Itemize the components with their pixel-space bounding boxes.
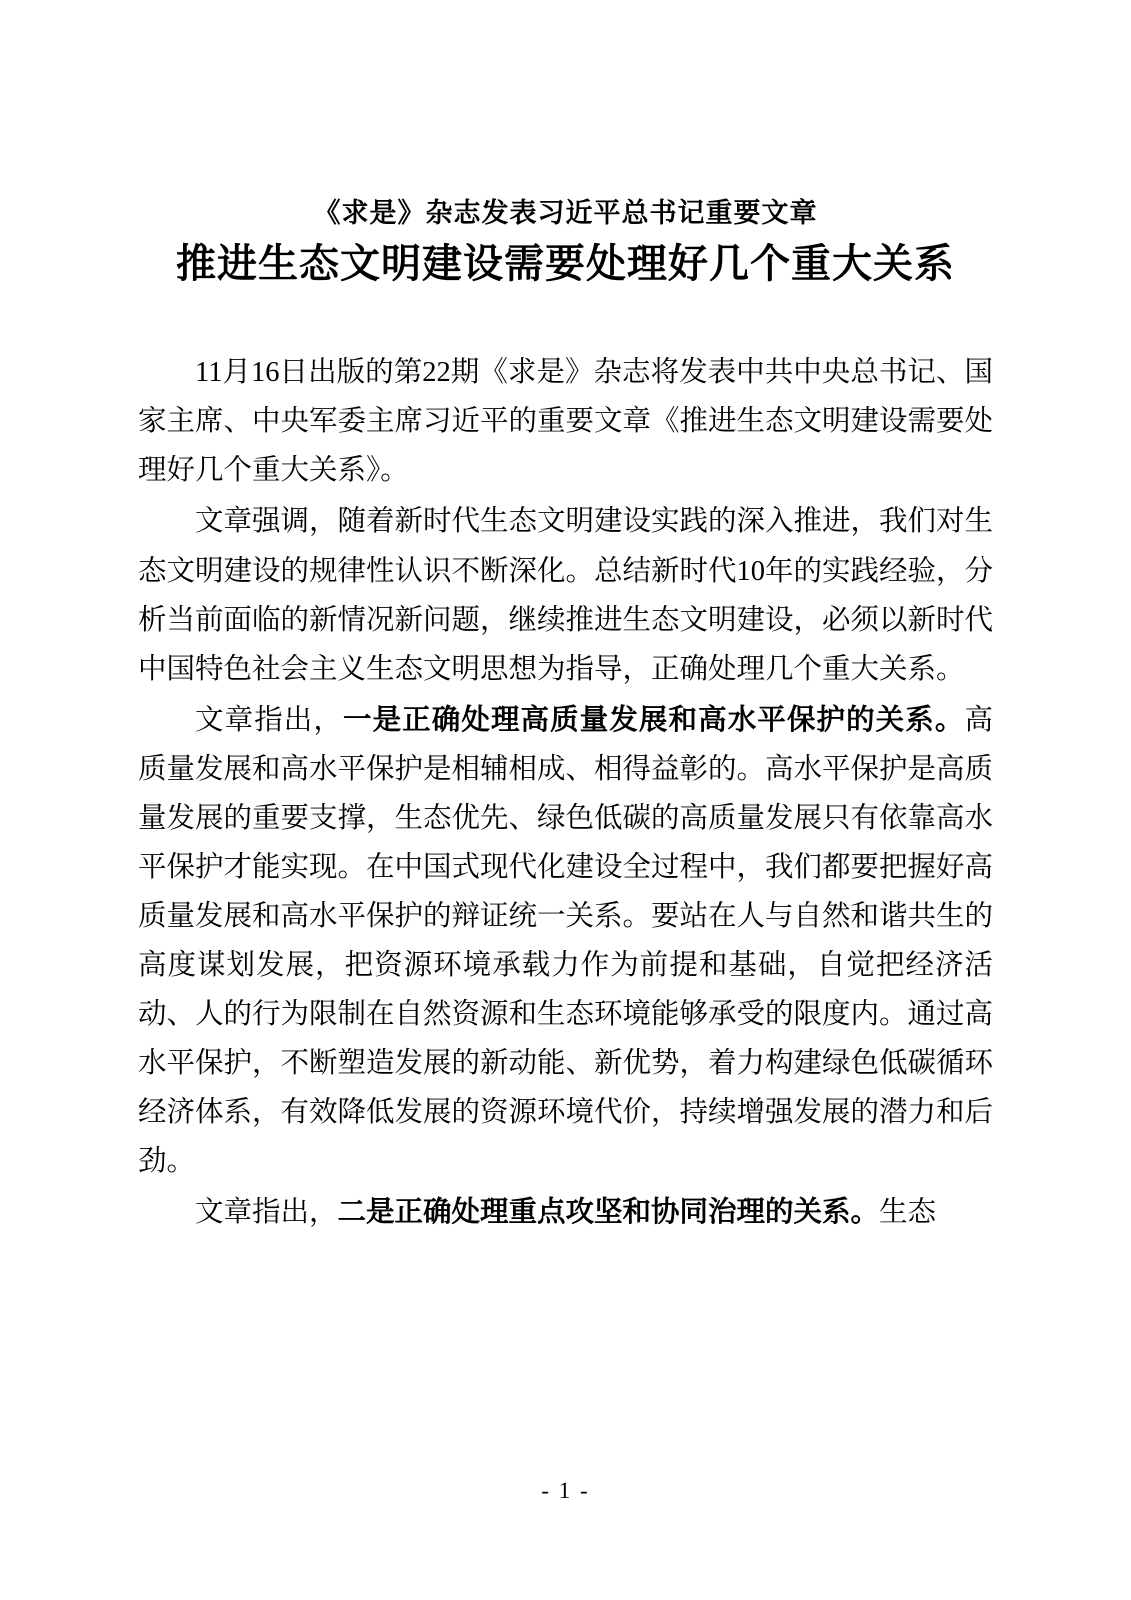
paragraph — [138, 1188, 993, 1237]
paragraph — [138, 348, 993, 495]
page-title: 推进生态文明建设需要处理好几个重大关系 — [176, 240, 955, 288]
document-content — [138, 196, 993, 1239]
body-text: 生态 — [879, 1196, 937, 1228]
body-text: 文章指出， — [195, 704, 343, 736]
paragraph — [138, 696, 993, 1186]
emphasis-text: 一是正确处理高质量发展和高水平保护的关系。 — [342, 704, 965, 736]
page-number: - 1 - — [541, 1478, 590, 1503]
body-text: 11月16日出版的第22期《求是》杂志将发表中共中央总书记、国家主席、中央军委主席习近平的重要文章《推进生态文明建设需要处理好几个重大关系》。 — [138, 357, 994, 487]
paragraph — [138, 497, 993, 693]
document-body — [138, 348, 993, 1236]
emphasis-text: 二是正确处理重点攻坚和协同治理的关系。 — [337, 1196, 880, 1228]
body-text: 文章指出， — [195, 1196, 338, 1228]
document-subtitle: 《求是》杂志发表习近平总书记重要文章 — [313, 198, 818, 229]
body-text: 文章强调，随着新时代生态文明建设实践的深入推进，我们对生态文明建设的规律性认识不断深化。总结新时代10年的实践经验，分析当前面临的新情况新问题，继续推进生态文明建设，必须以新时代中国特色社会主义生态文明思想为指导，正确处理几个重大关系。 — [138, 506, 994, 685]
body-text: 高质量发展和高水平保护是相辅相成、相得益彰的。高水平保护是高质量发展的重要支撑，生态优先、绿色低碳的高质量发展只有依靠高水平保护才能实现。在中国式现代化建设全过程中，我们都要把握好高质量发展和高水平保护的辩证统一关系。要站在人与自然和谐共生的高度谋划发展，把资源环境承载力作为前提和基础，自觉把经济活动、人的行为限制在自然资源和生态环境能够承受的限度内。通过高水平保护，不断塑造发展的新动能、新优势，着力构建绿色低碳循环经济体系，有效降低发展的资源环境代价，持续增强发展的潜力和后劲。 — [138, 704, 994, 1177]
